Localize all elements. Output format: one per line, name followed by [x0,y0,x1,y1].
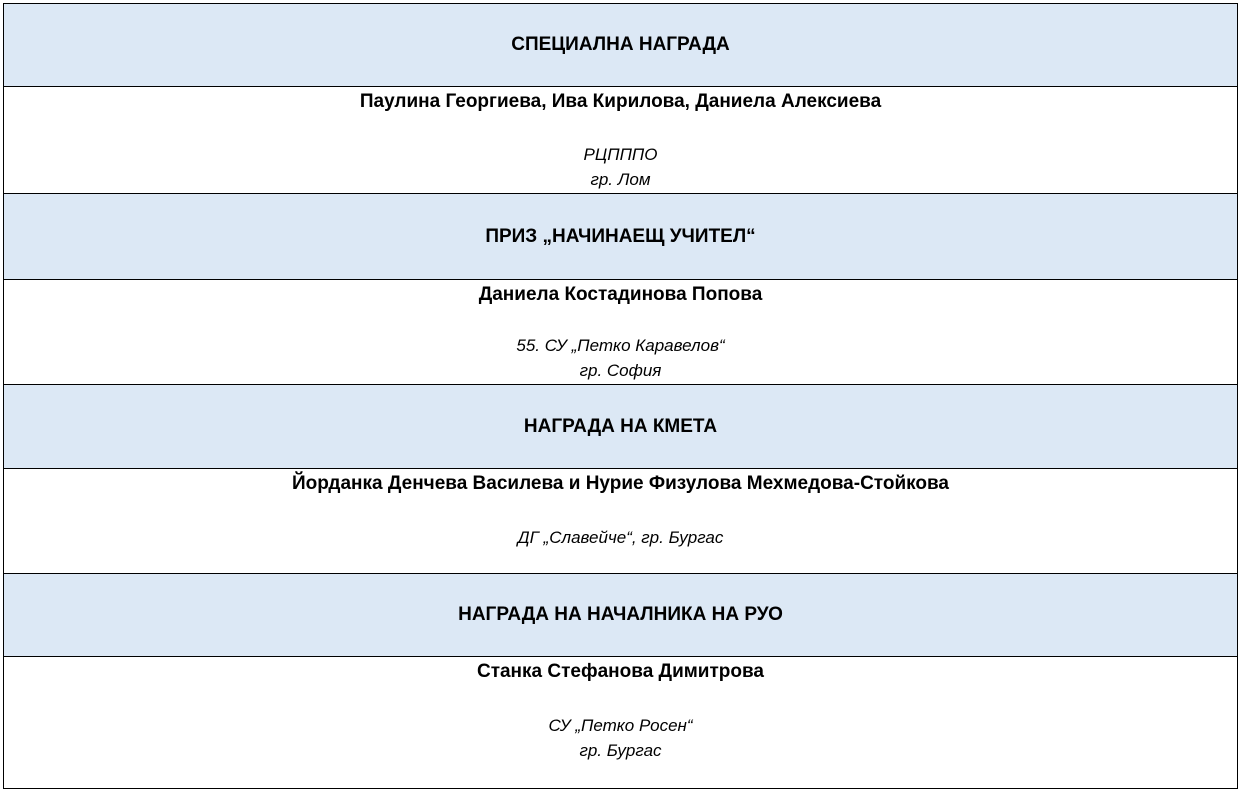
institution-line: СУ „Петко Росен“ [548,716,693,735]
section-title: НАГРАДА НА НАЧАЛНИКА НА РУО [458,604,783,625]
institution-line: гр. Лом [590,170,651,189]
section-body-mayor-award [4,469,1237,574]
awards-table [3,3,1238,789]
institution-line: 55. СУ „Петко Каравелов“ [516,336,725,355]
section-header-ruo-head-award [4,574,1237,657]
section-title: СПЕЦИАЛНА НАГРАДА [511,34,730,55]
awardee-names: Станка Стефанова Димитрова [476,661,765,682]
institution-line: гр. Бургас [579,741,662,760]
institution-line: гр. София [579,361,662,380]
section-body-beginner-teacher [4,280,1237,385]
section-title: НАГРАДА НА КМЕТА [523,415,718,437]
section-header-special-award [4,4,1237,87]
section-header-beginner-teacher [4,194,1237,280]
institution-line: РЦПППО [583,145,658,164]
section-header-mayor-award [4,385,1237,469]
awardee-names: Даниела Костадинова Попова [478,284,763,305]
section-body-ruo-head-award [4,657,1237,788]
awardee-names: Паулина Георгиева, Ива Кирилова, Даниела Алексиева [359,91,882,112]
section-body-special-award [4,87,1237,194]
institution-line: ДГ „Славейче“, гр. Бургас [517,528,724,547]
awardee-names: Йорданка Денчева Василева и Нурие Физулова Мехмедова-Стойкова [292,473,949,494]
section-title: ПРИЗ „НАЧИНАЕЩ УЧИТЕЛ“ [485,225,756,247]
